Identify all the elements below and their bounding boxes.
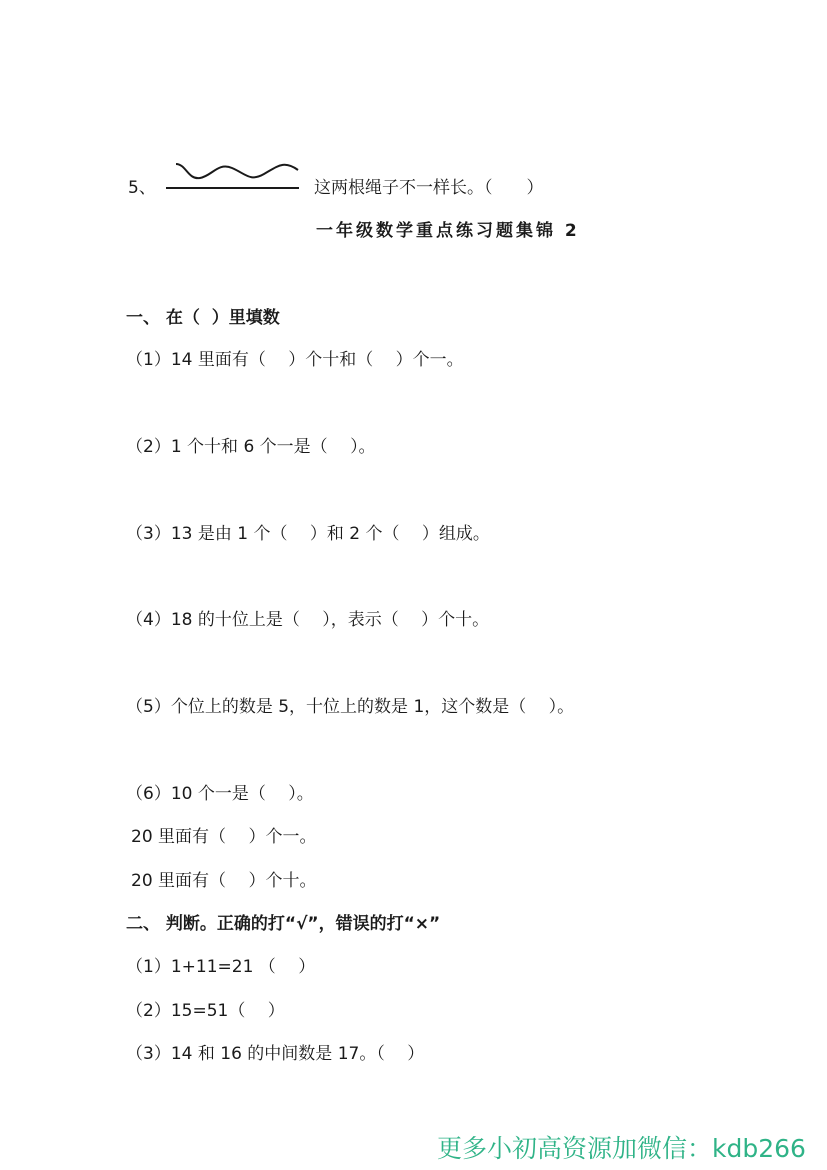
fill-item-5: （5）个位上的数是 5，十位上的数是 1，这个数是（ ）。 [126, 697, 575, 717]
wavy-rope [176, 164, 298, 178]
judge-item-1: （1）1+11=21 （ ） [126, 957, 316, 977]
fill-item-3: （3）13 是由 1 个（ ）和 2 个（ ）组成。 [126, 524, 490, 544]
page-title: 一年级数学重点练习题集锦 2 [316, 221, 580, 241]
fill-item-6b: 20 里面有（ ）个一。 [131, 827, 317, 847]
fill-item-2: （2）1 个十和 6 个一是（ ）。 [126, 437, 376, 457]
watermark-text: 更多小初高资源加微信：kdb266 [437, 1134, 806, 1163]
fill-item-6: （6）10 个一是（ ）。 [126, 784, 314, 804]
section-1-heading: 一、 在（ ）里填数 [126, 308, 280, 328]
fill-item-1: （1）14 里面有（ ）个十和（ ）个一。 [126, 350, 464, 370]
question-5-number: 5、 [128, 178, 156, 198]
judge-item-2: （2）15=51（ ） [126, 1001, 285, 1021]
fill-item-4: （4）18 的十位上是（ ），表示（ ）个十。 [126, 610, 490, 630]
judge-item-3: （3）14 和 16 的中间数是 17。（ ） [126, 1044, 425, 1064]
question-5-text: 这两根绳子不一样长。（ ） [314, 178, 544, 198]
fill-item-6c: 20 里面有（ ）个十。 [131, 871, 317, 891]
two-ropes-illustration [166, 160, 302, 194]
section-2-heading: 二、 判断。正确的打“√”，错误的打“×” [126, 914, 441, 934]
